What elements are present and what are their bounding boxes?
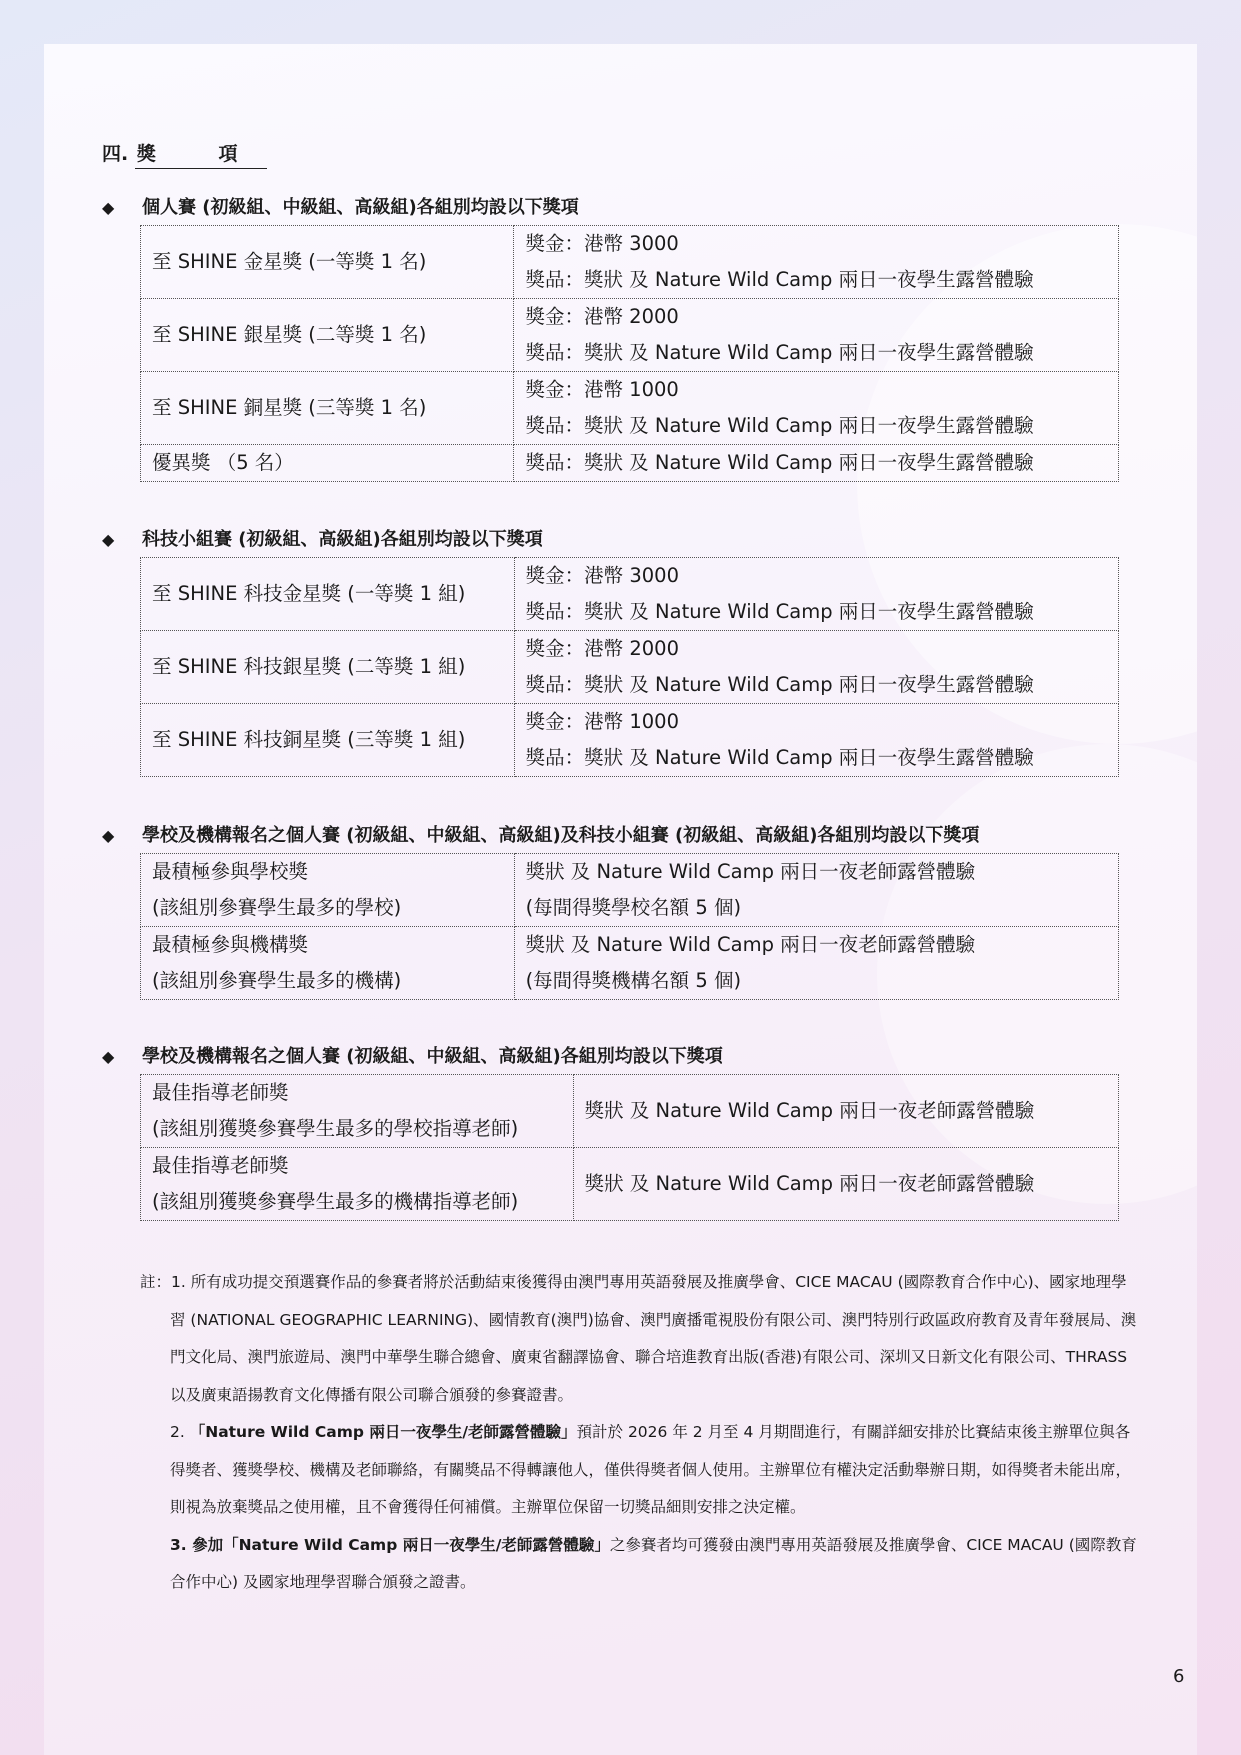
award-name: 至 SHINE 科技金星獎 (一等獎 1 組) [152,582,466,605]
subsection-title: ◆ 科技小組賽 (初級組、高級組)各組別均設以下獎項 [102,529,543,550]
award-item: 獎狀 及 Nature Wild Camp 兩日一夜老師露營體驗 [525,933,976,956]
award-prize: 獎金：港幣 3000 [525,564,679,587]
award-quota: (每間得獎機構名額 5 個) [525,969,742,992]
award-name: 最佳指導老師獎 [152,1154,289,1177]
table-row [141,445,1119,482]
award-name: 至 SHINE 銀星獎 (二等獎 1 名) [152,323,427,346]
award-prize: 獎金：港幣 2000 [525,637,679,660]
award-table-tech-group [140,557,1119,777]
award-name: 至 SHINE 銅星獎 (三等獎 1 名) [152,396,427,419]
award-criteria: (該組別參賽學生最多的機構) [152,969,402,992]
diamond-bullet-icon: ◆ [102,1047,115,1066]
award-quota: (每間得獎學校名額 5 個) [525,896,742,919]
award-criteria: (該組別獲獎參賽學生最多的學校指導老師) [152,1117,519,1140]
award-item: 獎狀 及 Nature Wild Camp 兩日一夜老師露營體驗 [525,860,976,883]
note-2: 2. 「Nature Wild Camp 兩日一夜學生/老師露營體驗」預計於 2026 年 2 月至 4 月期間進行，有關詳細安排於比賽結束後主辦單位與各得獎者、獲獎學校、機構及老師聯絡，有關獎品不得轉讓他人，僅供得獎者個人使用。主辦單位有權決定活動舉辦日期，如得獎者未能出席，則視為放棄獎品之使用權，且不會獲得任何補償。主辦單位保留一切獎品細則安排之決定權。 [170,1423,1132,1516]
award-item: 獎品：獎狀 及 Nature Wild Camp 兩日一夜學生露營體驗 [525,746,1034,769]
note-2-emphasis: 「Nature Wild Camp 兩日一夜學生/老師露營體驗」 [189,1423,577,1441]
award-item: 獎狀 及 Nature Wild Camp 兩日一夜老師露營體驗 [584,1172,1035,1195]
award-table-school-org [140,853,1119,1000]
note-1: 註：1. 所有成功提交預選賽作品的參賽者將於活動結束後獲得由澳門專用英語發展及推廣學會、CICE MACAU (國際教育合作中心)、國家地理學習 (NATIONAL GEOGRAPHIC LEARNING)、國情教育(澳門)協會、澳門廣播電視股份有限公司、澳門特別行政區政府教育及青年發展局、澳門文化局、澳門旅遊局、澳門中華學生聯合總會、廣東省翻譯協會、聯合培進教育出版(香港)有限公司、深圳又日新文化有限公司、THRASS 以及廣東語揚教育文化傳播有限公司聯合頒發的參賽證書。 [140,1273,1137,1404]
table-row [141,226,1119,299]
award-name: 最積極參與學校獎 [152,860,309,883]
diamond-bullet-icon: ◆ [102,198,115,217]
award-prize: 獎金：港幣 3000 [525,232,679,255]
award-name: 最佳指導老師獎 [152,1081,289,1104]
diamond-bullet-icon: ◆ [102,530,115,549]
table-row [141,372,1119,445]
notes-label: 註： [140,1273,172,1291]
table-row [141,299,1119,372]
table-row [141,1148,1119,1221]
section-title: 獎 項 [135,139,268,169]
award-item: 獎品：獎狀 及 Nature Wild Camp 兩日一夜學生露營體驗 [525,451,1034,474]
award-item: 獎品：獎狀 及 Nature Wild Camp 兩日一夜學生露營體驗 [525,268,1034,291]
table-row [141,558,1119,631]
award-name: 至 SHINE 科技銀星獎 (二等獎 1 組) [152,655,466,678]
award-item: 獎品：獎狀 及 Nature Wild Camp 兩日一夜學生露營體驗 [525,341,1034,364]
table-row [141,631,1119,704]
document-content [44,44,1197,1755]
note-3: 3. 參加「Nature Wild Camp 兩日一夜學生/老師露營體驗」之參賽者均可獲發由澳門專用英語發展及推廣學會、CICE MACAU (國際教育合作中心) 及國家地理學習聯合頒發之證書。 [170,1535,1137,1591]
section-heading [102,139,267,169]
table-row [141,1075,1119,1148]
award-name: 至 SHINE 金星獎 (一等獎 1 名) [152,250,427,273]
page-number: 6 [1173,1666,1185,1687]
award-item: 獎品：獎狀 及 Nature Wild Camp 兩日一夜學生露營體驗 [525,414,1034,437]
award-criteria: (該組別參賽學生最多的學校) [152,896,402,919]
award-name: 至 SHINE 科技銅星獎 (三等獎 1 組) [152,728,466,751]
award-item: 獎狀 及 Nature Wild Camp 兩日一夜老師露營體驗 [584,1099,1035,1122]
section-number: 四. [102,143,129,165]
award-item: 獎品：獎狀 及 Nature Wild Camp 兩日一夜學生露營體驗 [525,600,1034,623]
diamond-bullet-icon: ◆ [102,826,115,845]
award-prize: 獎金：港幣 2000 [525,305,679,328]
note-3-emphasis: 3. 參加「Nature Wild Camp 兩日一夜學生/老師露營體驗」 [170,1535,610,1554]
table-row [141,927,1119,1000]
table-row [141,704,1119,777]
award-prize: 獎金：港幣 1000 [525,378,679,401]
table-row [141,854,1119,927]
subsection-title: ◆ 學校及機構報名之個人賽 (初級組、中級組、高級組)各組別均設以下獎項 [102,1046,723,1067]
subsection-title: ◆ 個人賽 (初級組、中級組、高級組)各組別均設以下獎項 [102,197,579,218]
page [44,44,1197,1755]
notes [140,1264,1140,1602]
award-name: 最積極參與機構獎 [152,933,309,956]
award-name: 優異獎 （5 名） [152,451,294,474]
award-table-individual [140,225,1119,482]
award-table-teacher [140,1074,1119,1221]
award-item: 獎品：獎狀 及 Nature Wild Camp 兩日一夜學生露營體驗 [525,673,1034,696]
award-prize: 獎金：港幣 1000 [525,710,679,733]
award-criteria: (該組別獲獎參賽學生最多的機構指導老師) [152,1190,519,1213]
subsection-title: ◆ 學校及機構報名之個人賽 (初級組、中級組、高級組)及科技小組賽 (初級組、高級組)各組別均設以下獎項 [102,825,980,846]
